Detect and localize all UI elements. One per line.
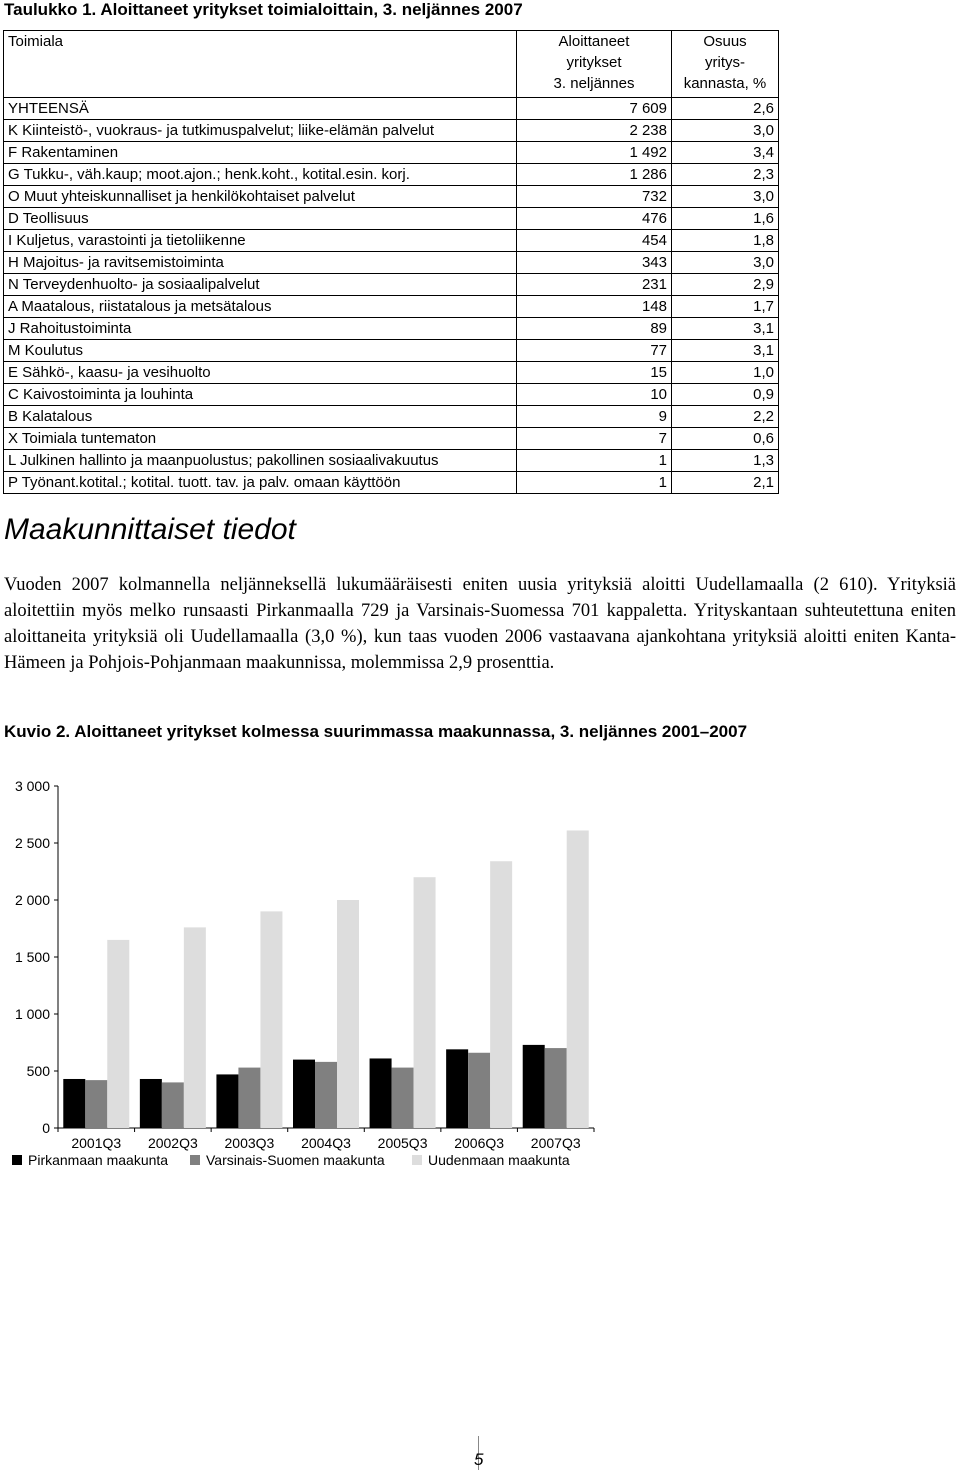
table-row: [4, 428, 779, 450]
share-cell: 0,9: [672, 384, 779, 406]
legend-swatch: [412, 1155, 422, 1165]
industry-cell: L Julkinen hallinto ja maanpuolustus; pakollinen sosiaalivakuutus: [4, 450, 517, 472]
table-row: [4, 384, 779, 406]
industry-cell: C Kaivostoiminta ja louhinta: [4, 384, 517, 406]
industry-cell: O Muut yhteiskunnalliset ja henkilökohtaiset palvelut: [4, 186, 517, 208]
table-row: [4, 362, 779, 384]
share-cell: 3,1: [672, 340, 779, 362]
started-count-cell: 10: [517, 384, 672, 406]
legend-label: Uudenmaan maakunta: [428, 1152, 570, 1168]
y-tick-label: 3 000: [14, 778, 50, 794]
industry-table: [3, 30, 779, 494]
table-row: [4, 142, 779, 164]
industry-cell: G Tukku-, väh.kaup; moot.ajon.; henk.koht., kotital.esin. korj.: [4, 164, 517, 186]
industry-cell: A Maatalous, riistatalous ja metsätalous: [4, 296, 517, 318]
bar-varsinais-suomi: [545, 1048, 567, 1128]
table-row: [4, 164, 779, 186]
started-count-cell: 77: [517, 340, 672, 362]
started-count-cell: 1: [517, 472, 672, 494]
share-cell: 2,9: [672, 274, 779, 296]
table-row: [4, 340, 779, 362]
bar-pirkanmaa: [523, 1045, 545, 1128]
y-tick-label: 0: [42, 1120, 50, 1136]
share-cell: 2,3: [672, 164, 779, 186]
industry-cell: H Majoitus- ja ravitsemistoiminta: [4, 252, 517, 274]
figure-title: Kuvio 2. Aloittaneet yritykset kolmessa suurimmassa maakunnassa, 3. neljännes 2001–2007: [4, 722, 748, 741]
share-cell: 0,6: [672, 428, 779, 450]
started-count-cell: 231: [517, 274, 672, 296]
x-tick-label: 2004Q3: [301, 1135, 351, 1151]
share-cell: 1,3: [672, 450, 779, 472]
bar-pirkanmaa: [216, 1074, 238, 1128]
y-tick-label: 2 000: [14, 892, 50, 908]
bar-varsinais-suomi: [85, 1080, 107, 1128]
started-count-cell: 343: [517, 252, 672, 274]
industry-cell: P Työnant.kotital.; kotital. tuott. tav. ja palv. omaan käyttöön: [4, 472, 517, 494]
bar-uusimaa: [260, 911, 282, 1128]
share-cell: 3,0: [672, 120, 779, 142]
header-started-line-3: 3. neljännes: [553, 75, 635, 92]
bar-varsinais-suomi: [468, 1053, 490, 1128]
table-row: [4, 208, 779, 230]
share-cell: 2,1: [672, 472, 779, 494]
share-cell: 1,0: [672, 362, 779, 384]
table-row: [4, 472, 779, 494]
table-row: [4, 98, 779, 120]
body-paragraph: Vuoden 2007 kolmannella neljänneksellä lukumääräisesti eniten uusia yrityksiä aloitti Uudellamaalla (2 610). Yrityksiä aloitettiin myös melko runsaasti Pirkanmaalla 729 ja Varsinais-Suomessa 701 kappaletta. Yrityskantaan suhteutettuna eniten aloittaneita yrityksiä oli Uudellamaalla (3,0 %), kun taas vuoden 2006 vastaavana ajankohtana yrityksiä aloitti eniten Kanta-Hämeen ja Pohjois-Pohjanmaan maakunnissa, molemmissa 2,9 prosenttia.: [4, 575, 956, 673]
bar-varsinais-suomi: [315, 1062, 337, 1128]
bar-uusimaa: [567, 830, 589, 1128]
share-cell: 2,2: [672, 406, 779, 428]
industry-cell: I Kuljetus, varastointi ja tietoliikenne: [4, 230, 517, 252]
started-count-cell: 1 286: [517, 164, 672, 186]
header-share-line-3: kannasta, %: [683, 75, 767, 92]
share-cell: 3,1: [672, 318, 779, 340]
header-share: [672, 31, 779, 98]
bar-pirkanmaa: [293, 1060, 315, 1128]
industry-cell: YHTEENSÄ: [4, 98, 517, 120]
share-cell: 3,0: [672, 252, 779, 274]
table-row: [4, 120, 779, 142]
table-row: [4, 186, 779, 208]
x-tick-label: 2003Q3: [224, 1135, 275, 1151]
bar-uusimaa: [337, 900, 359, 1128]
bar-varsinais-suomi: [238, 1068, 260, 1128]
y-tick-label: 500: [26, 1063, 50, 1079]
header-started-line-2: yritykset: [566, 54, 622, 71]
bar-uusimaa: [107, 940, 129, 1128]
table-row: [4, 296, 779, 318]
table-row: [4, 406, 779, 428]
x-tick-label: 2005Q3: [377, 1135, 428, 1151]
started-count-cell: 1: [517, 450, 672, 472]
y-tick-label: 1 500: [14, 949, 50, 965]
x-tick-label: 2007Q3: [530, 1135, 581, 1151]
share-cell: 3,0: [672, 186, 779, 208]
legend-label: Varsinais-Suomen maakunta: [206, 1152, 385, 1168]
industry-cell: B Kalatalous: [4, 406, 517, 428]
table-row: [4, 450, 779, 472]
industry-cell: X Toimiala tuntematon: [4, 428, 517, 450]
legend-swatch: [12, 1155, 22, 1165]
bar-chart: [0, 770, 600, 1190]
section-heading: Maakunnittaiset tiedot: [4, 513, 296, 546]
header-started-line-1: Aloittaneet: [558, 33, 630, 50]
header-share-line-2: yritys-: [705, 54, 745, 71]
header-started-companies: [517, 31, 672, 98]
x-tick-label: 2002Q3: [147, 1135, 198, 1151]
header-industry: Toimiala: [4, 31, 517, 98]
table-header-row: [4, 31, 779, 98]
bar-pirkanmaa: [446, 1049, 468, 1128]
x-tick-label: 2006Q3: [454, 1135, 505, 1151]
industry-cell: N Terveydenhuolto- ja sosiaalipalvelut: [4, 274, 517, 296]
table-row: [4, 230, 779, 252]
industry-cell: D Teollisuus: [4, 208, 517, 230]
share-cell: 1,7: [672, 296, 779, 318]
started-count-cell: 148: [517, 296, 672, 318]
bar-pirkanmaa: [140, 1079, 162, 1128]
legend-swatch: [190, 1155, 200, 1165]
started-count-cell: 454: [517, 230, 672, 252]
share-cell: 1,8: [672, 230, 779, 252]
started-count-cell: 732: [517, 186, 672, 208]
table-title: Taulukko 1. Aloittaneet yritykset toimialoittain, 3. neljännes 2007: [4, 0, 523, 19]
started-count-cell: 476: [517, 208, 672, 230]
started-count-cell: 7: [517, 428, 672, 450]
legend-label: Pirkanmaan maakunta: [28, 1152, 169, 1168]
industry-cell: M Koulutus: [4, 340, 517, 362]
table-row: [4, 252, 779, 274]
page-number: 5: [474, 1450, 484, 1469]
share-cell: 1,6: [672, 208, 779, 230]
share-cell: 2,6: [672, 98, 779, 120]
started-count-cell: 89: [517, 318, 672, 340]
started-count-cell: 9: [517, 406, 672, 428]
industry-cell: E Sähkö-, kaasu- ja vesihuolto: [4, 362, 517, 384]
industry-cell: J Rahoitustoiminta: [4, 318, 517, 340]
bar-varsinais-suomi: [392, 1068, 414, 1128]
bar-pirkanmaa: [63, 1079, 85, 1128]
y-tick-label: 2 500: [14, 835, 50, 851]
bar-uusimaa: [184, 927, 206, 1128]
bar-varsinais-suomi: [162, 1082, 184, 1128]
bar-uusimaa: [414, 877, 436, 1128]
table-row: [4, 274, 779, 296]
started-count-cell: 2 238: [517, 120, 672, 142]
started-count-cell: 15: [517, 362, 672, 384]
industry-cell: K Kiinteistö-, vuokraus- ja tutkimuspalvelut; liike-elämän palvelut: [4, 120, 517, 142]
table-row: [4, 318, 779, 340]
header-share-line-1: Osuus: [703, 33, 747, 50]
started-count-cell: 1 492: [517, 142, 672, 164]
x-tick-label: 2001Q3: [71, 1135, 122, 1151]
bar-pirkanmaa: [370, 1058, 392, 1128]
share-cell: 3,4: [672, 142, 779, 164]
y-tick-label: 1 000: [14, 1006, 50, 1022]
started-count-cell: 7 609: [517, 98, 672, 120]
bar-uusimaa: [490, 861, 512, 1128]
industry-cell: F Rakentaminen: [4, 142, 517, 164]
